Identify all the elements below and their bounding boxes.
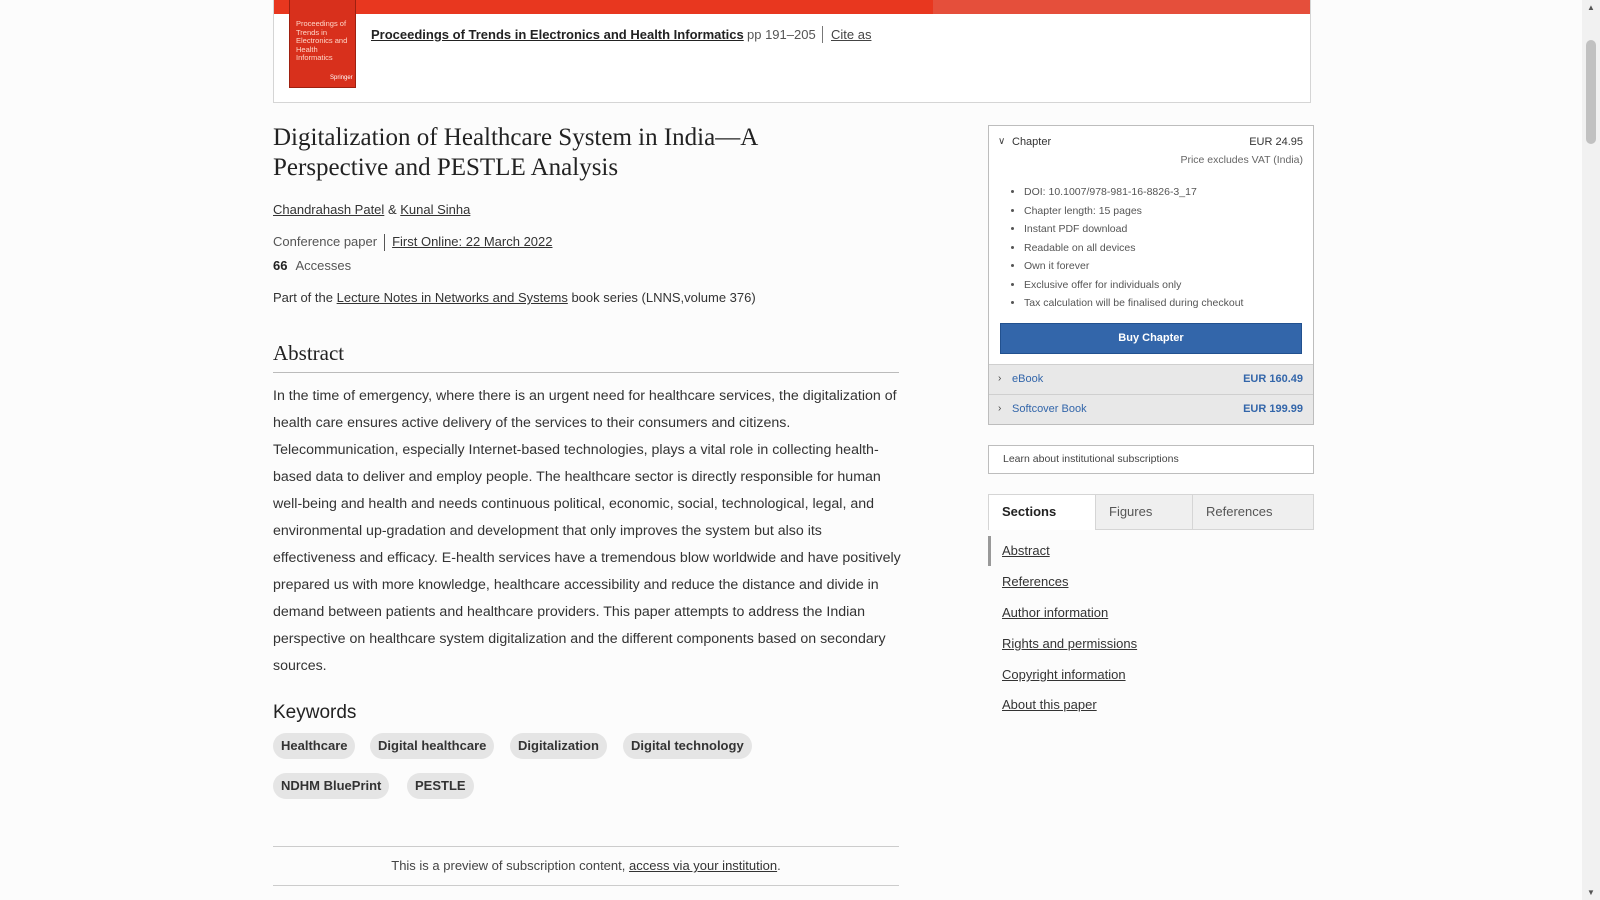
feature-item: • Exclusive offer for individuals only: [1024, 276, 1243, 295]
keyword-chip[interactable]: Healthcare: [273, 733, 355, 759]
first-online-link[interactable]: First Online: 22 March 2022: [392, 234, 553, 249]
section-link-about-this-paper[interactable]: About this paper: [1002, 697, 1097, 712]
divider: [384, 234, 385, 251]
divider: [822, 26, 823, 43]
ebook-price: EUR 160.49: [1243, 373, 1303, 385]
abstract-heading: Abstract: [273, 341, 899, 373]
vat-note: Price excludes VAT (India): [1180, 154, 1303, 166]
page-range: pp 191–205: [747, 27, 816, 42]
tab-sections[interactable]: Sections: [988, 494, 1096, 530]
preview-prefix: This is a preview of subscription content,: [391, 858, 626, 873]
accesses-count: 66: [273, 258, 288, 273]
book-cover-image[interactable]: [289, 0, 356, 88]
author-link[interactable]: Kunal Sinha: [400, 202, 471, 217]
active-section-indicator: [988, 536, 991, 566]
softcover-purchase-option[interactable]: [989, 394, 1313, 424]
book-title-link[interactable]: Proceedings of Trends in Electronics and Health Informatics: [371, 27, 744, 42]
section-link-abstract[interactable]: Abstract: [1002, 543, 1050, 558]
feature-item: • Own it forever: [1024, 257, 1243, 276]
keyword-chip[interactable]: Digital healthcare: [370, 733, 494, 759]
chapter-price: EUR 24.95: [1249, 136, 1303, 148]
preview-suffix: .: [777, 858, 781, 873]
chapter-purchase-toggle[interactable]: [989, 126, 1313, 174]
section-link-rights-and-permissions[interactable]: Rights and permissions: [1002, 636, 1138, 651]
feature-item: • Instant PDF download: [1024, 220, 1243, 239]
content-type: Conference paper: [273, 234, 378, 249]
ebook-purchase-option[interactable]: [989, 364, 1313, 394]
buy-chapter-button[interactable]: Buy Chapter: [1000, 323, 1302, 354]
section-link-references[interactable]: References: [1002, 574, 1069, 589]
chevron-right-icon: ›: [998, 373, 1002, 384]
book-header: [273, 0, 1311, 103]
scrollbar-thumb[interactable]: [1586, 40, 1596, 144]
brand-bar: [274, 0, 1310, 14]
feature-item: • Tax calculation will be finalised during checkout: [1024, 294, 1243, 313]
feature-item: • Chapter length: 15 pages: [1024, 202, 1243, 221]
publication-meta: [273, 234, 552, 251]
accesses-label: Accesses: [295, 258, 352, 273]
series-link[interactable]: Lecture Notes in Networks and Systems: [336, 290, 568, 305]
feature-item: • Readable on all devices: [1024, 239, 1243, 258]
institution-access-link[interactable]: access via your institution: [628, 858, 778, 873]
cite-as-link[interactable]: Cite as: [831, 27, 872, 42]
author-list: [273, 202, 470, 217]
subscription-preview-notice: [273, 846, 899, 886]
keyword-chip[interactable]: PESTLE: [407, 773, 474, 799]
institutional-subscriptions-link[interactable]: Learn about institutional subscriptions: [988, 445, 1314, 474]
scroll-down-arrow-icon[interactable]: ▼: [1587, 888, 1595, 897]
softcover-label: Softcover Book: [1012, 403, 1087, 415]
section-link-author-information[interactable]: Author information: [1002, 605, 1109, 620]
chevron-right-icon: ›: [998, 403, 1002, 414]
cover-publisher-logo: Springer: [330, 74, 353, 81]
chapter-label: Chapter: [1012, 136, 1052, 148]
page-title: Digitalization of Healthcare System in India—A Perspective and PESTLE Analysis: [273, 124, 757, 181]
keyword-chip[interactable]: Digitalization: [510, 733, 607, 759]
series-suffix: book series (LNNS,volume 376): [571, 290, 756, 305]
series-prefix: Part of the: [273, 290, 333, 305]
section-link-copyright-information[interactable]: Copyright information: [1002, 667, 1126, 682]
chapter-features-list: [1024, 183, 1243, 313]
chevron-down-icon: ∨: [998, 136, 1006, 147]
scroll-up-arrow-icon[interactable]: ▲: [1587, 3, 1595, 12]
sidebar-tabs: [988, 494, 1314, 530]
ebook-label: eBook: [1012, 373, 1044, 385]
abstract-text: In the time of emergency, where there is an urgent need for healthcare services, the digitalization of health care ensures active delivery of the services to their consumers and citizens. Telecommunication, especially Internet-based technologies, plays a vital role in collecting health-based data to deliver and employ people. The healthcare sector is directly responsible for human well-being and health and needs continuous political, economic, social, technological, legal, and environmental up-gradation and development that only improves the system but also its effectiveness and efficacy. E-health services have a tremendous blow worldwide and have positively prepared us with more knowledge, healthcare accessibility and reduce the distance and divide in demand between patients and healthcare providers. This paper attempts to address the Indian perspective on healthcare system digitalization and the different components based on secondary sources.: [273, 388, 901, 674]
keyword-chip[interactable]: Digital technology: [623, 733, 752, 759]
keywords-heading: Keywords: [273, 702, 357, 723]
book-series: [273, 290, 756, 305]
softcover-price: EUR 199.99: [1243, 403, 1303, 415]
access-metrics: [273, 258, 351, 273]
page-scrollbar[interactable]: [1582, 0, 1600, 900]
cover-title: Proceedings of Trends in Electronics and Health Informatics: [296, 19, 348, 62]
tab-references[interactable]: References: [1192, 494, 1314, 530]
tab-figures[interactable]: Figures: [1095, 494, 1193, 530]
purchase-box: [988, 125, 1314, 425]
author-link[interactable]: Chandrahash Patel: [273, 202, 385, 217]
author-separator: &: [387, 202, 397, 217]
keyword-chip[interactable]: NDHM BluePrint: [273, 773, 389, 799]
feature-item: • DOI: 10.1007/978-981-16-8826-3_17: [1024, 183, 1243, 202]
